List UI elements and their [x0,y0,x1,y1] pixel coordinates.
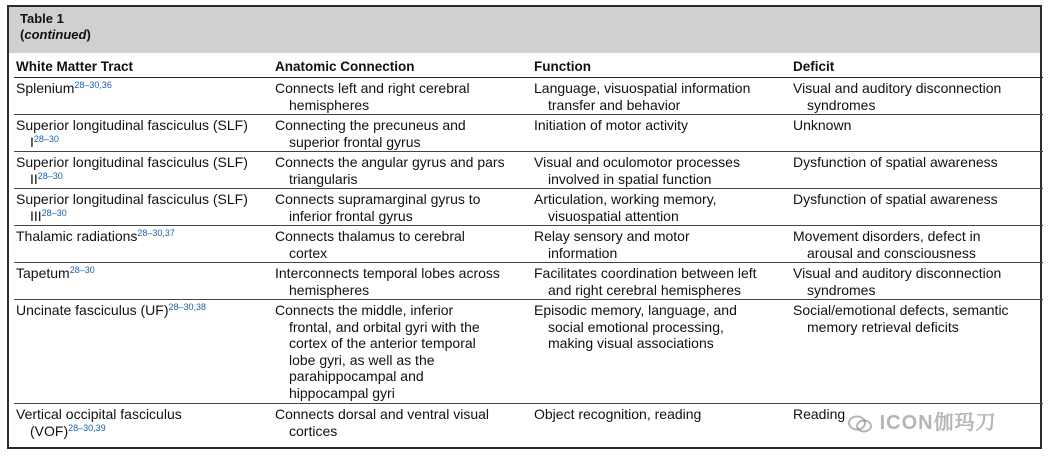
deficit-line: Movement disorders, defect in [793,228,981,244]
connection-line: Connects supramarginal gyrus to [275,191,481,207]
tract-line-wrap [16,423,273,440]
connection-line: parahippocampal and [289,368,424,384]
connection-line: Connects dorsal and ventral visual [275,406,490,422]
header-connection: Anatomic Connection [273,55,532,78]
tract-line-wrap [16,302,273,319]
connection-line-wrap [275,352,532,369]
function-line: social emotional processing, [548,318,724,335]
connection-line-wrap [275,319,532,336]
tract-line-wrap [16,265,273,282]
connection-line: inferior frontal gyrus [289,207,413,224]
function-line: Facilitates coordination between left [534,265,757,281]
cell-deficit [791,152,1043,189]
cell-tract [14,189,273,226]
function-line-wrap [534,171,791,188]
connection-line-wrap [275,302,532,319]
tract-line-wrap [16,154,273,171]
deficit-line: Visual and auditory disconnection [793,265,1002,281]
function-line-wrap [534,191,791,208]
cell-connection [273,189,532,226]
cell-deficit [791,263,1043,300]
cell-function [532,226,791,263]
connection-line-wrap [275,154,532,171]
deficit-line: Visual and auditory disconnection [793,80,1002,96]
cell-function [532,152,791,189]
tract-line: Vertical occipital fasciculus [16,406,182,422]
connection-line: Connects thalamus to cerebral [275,228,465,244]
function-line: Episodic memory, language, and [534,302,737,318]
tract-line: III [30,207,42,224]
tract-line: Superior longitudinal fasciculus (SLF) [16,191,248,207]
connection-line: Connects the angular gyrus and pars [275,154,505,170]
function-line-wrap [534,208,791,225]
deficit-line: syndromes [807,281,876,298]
table-row [14,78,1043,115]
cell-tract [14,226,273,263]
connection-line-wrap [275,385,532,402]
cell-deficit [791,226,1043,263]
cell-tract [14,300,273,404]
function-line-wrap [534,245,791,262]
connection-line-wrap [275,80,532,97]
function-line: Articulation, working memory, [534,191,717,207]
connection-line-wrap [275,191,532,208]
connection-line-wrap [275,368,532,385]
table-subtitle: (continued) [20,27,91,42]
function-line-wrap [534,228,791,245]
connection-line: cortex [289,244,328,261]
function-line-wrap [534,319,791,336]
deficit-line-wrap [793,265,1043,282]
cell-connection [273,78,532,115]
connection-line: triangularis [289,170,358,187]
deficit-line-wrap [793,97,1043,114]
deficit-line: Social/emotional defects, semantic [793,302,1009,318]
connection-line: frontal, and orbital gyri with the [289,318,480,335]
watermark [847,406,1042,434]
table-row [14,115,1043,152]
function-line: Relay sensory and motor [534,228,690,244]
citation-ref[interactable]: 28–30,38 [168,302,207,312]
cell-deficit [791,115,1043,152]
function-line-wrap [534,97,791,114]
connection-line-wrap [275,134,532,151]
cell-tract [14,152,273,189]
tract-line-wrap [16,191,273,208]
connection-line: Connects the middle, inferior [275,302,454,318]
deficit-line: Dysfunction of spatial awareness [793,154,998,170]
connection-line: cortex of the anterior temporal [289,335,476,351]
citation-ref[interactable]: 28–30 [33,133,59,144]
deficit-line-wrap [793,154,1043,171]
deficit-line-wrap [793,117,1043,134]
deficit-line-wrap [793,319,1043,336]
header-row [14,55,1043,78]
cell-function [532,115,791,152]
deficit-line-wrap [793,245,1043,262]
tract-line: Superior longitudinal fasciculus (SLF) [16,117,248,133]
connection-line-wrap [275,406,532,423]
connection-line-wrap [275,335,532,352]
connection-line-wrap [275,245,532,262]
deficit-line-wrap [793,191,1043,208]
connection-line: cortices [289,422,338,439]
citation-ref[interactable]: 28–30 [69,265,95,275]
function-line: Language, visuospatial information [534,80,751,96]
function-line-wrap [534,282,791,299]
cell-tract [14,263,273,300]
tract-line-wrap [16,171,273,188]
white-matter-table [14,55,1043,444]
cell-connection [273,300,532,404]
tract-line: II [30,170,38,187]
tract-line-wrap [16,134,273,151]
header-function: Function [532,55,791,78]
table-row [14,226,1043,263]
cell-function [532,78,791,115]
wechat-icon [847,414,873,434]
deficit-line-wrap [793,282,1043,299]
cell-function [532,263,791,300]
tract-line: Splenium [16,80,75,96]
cell-deficit [791,78,1043,115]
header-deficit: Deficit [791,55,1043,78]
table-row [14,263,1043,300]
tract-line-wrap [16,228,273,245]
connection-line: hemispheres [289,96,370,113]
connection-line: Connecting the precuneus and [275,117,466,133]
cell-connection [273,226,532,263]
tract-line: Thalamic radiations [16,228,138,244]
table-caption [9,7,1040,53]
function-line: involved in spatial function [548,170,712,187]
tract-line: I [30,133,34,150]
cell-deficit [791,300,1043,404]
connection-line-wrap [275,208,532,225]
cell-connection [273,115,532,152]
cell-function [532,189,791,226]
cell-connection [273,404,532,444]
function-line: Initiation of motor activity [534,117,689,133]
function-line: visuospatial attention [548,207,679,224]
tract-line: Superior longitudinal fasciculus (SLF) [16,154,248,170]
function-line: Object recognition, reading [534,406,702,422]
cell-function [532,300,791,404]
connection-line-wrap [275,282,532,299]
connection-line: hemispheres [289,281,370,298]
function-line-wrap [534,406,791,423]
connection-line: superior frontal gyrus [289,133,421,150]
deficit-line: Reading [793,406,846,422]
cell-deficit [791,189,1043,226]
function-line-wrap [534,265,791,282]
cell-connection [273,152,532,189]
tract-line-wrap [16,80,273,97]
citation-ref[interactable]: 28–30,36 [74,80,112,90]
watermark-text: ICON伽玛刀 [879,412,997,434]
deficit-line: Dysfunction of spatial awareness [793,191,998,207]
deficit-line-wrap [793,302,1043,319]
tract-line-wrap [16,208,273,225]
table-row [14,189,1043,226]
connection-line-wrap [275,97,532,114]
connection-line: hippocampal gyri [289,384,395,401]
cell-function [532,404,791,444]
function-line: transfer and behavior [548,96,681,113]
tract-line: Tapetum [16,265,70,281]
citation-ref[interactable]: 28–30 [41,207,67,218]
table-title: Table 1 [20,11,64,26]
function-line: information [548,244,618,261]
table-row [14,152,1043,189]
citation-ref[interactable]: 28–30,37 [137,228,175,238]
connection-line-wrap [275,171,532,188]
function-line: and right cerebral hemispheres [548,281,741,298]
cell-connection [273,263,532,300]
connection-line-wrap [275,423,532,440]
deficit-line-wrap [793,80,1043,97]
cell-tract [14,404,273,444]
tract-line-wrap [16,117,273,134]
connection-line: lobe gyri, as well as the [289,351,435,368]
connection-line-wrap [275,265,532,282]
deficit-line: syndromes [807,96,876,113]
deficit-line: arousal and consciousness [807,244,976,261]
table-body [14,78,1043,444]
connection-line: Interconnects temporal lobes across [275,265,500,281]
function-line: Visual and oculomotor processes [534,154,740,170]
connection-line-wrap [275,117,532,134]
connection-line: Connects left and right cerebral [275,80,470,96]
cell-tract [14,78,273,115]
deficit-line: Unknown [793,117,852,133]
deficit-line-wrap [793,228,1043,245]
table-frame [7,5,1042,449]
connection-line-wrap [275,228,532,245]
cell-tract [14,115,273,152]
tract-line-wrap [16,406,273,423]
citation-ref[interactable]: 28–30 [37,170,63,181]
tract-line: (VOF) [30,422,69,439]
function-line-wrap [534,154,791,171]
deficit-line: memory retrieval deficits [807,318,959,335]
tract-line: Uncinate fasciculus (UF) [16,302,169,318]
table-row [14,300,1043,404]
function-line-wrap [534,80,791,97]
function-line-wrap [534,302,791,319]
citation-ref[interactable]: 28–30,39 [68,422,106,433]
function-line: making visual associations [548,335,714,351]
function-line-wrap [534,335,791,352]
function-line-wrap [534,117,791,134]
header-tract: White Matter Tract [14,55,273,78]
